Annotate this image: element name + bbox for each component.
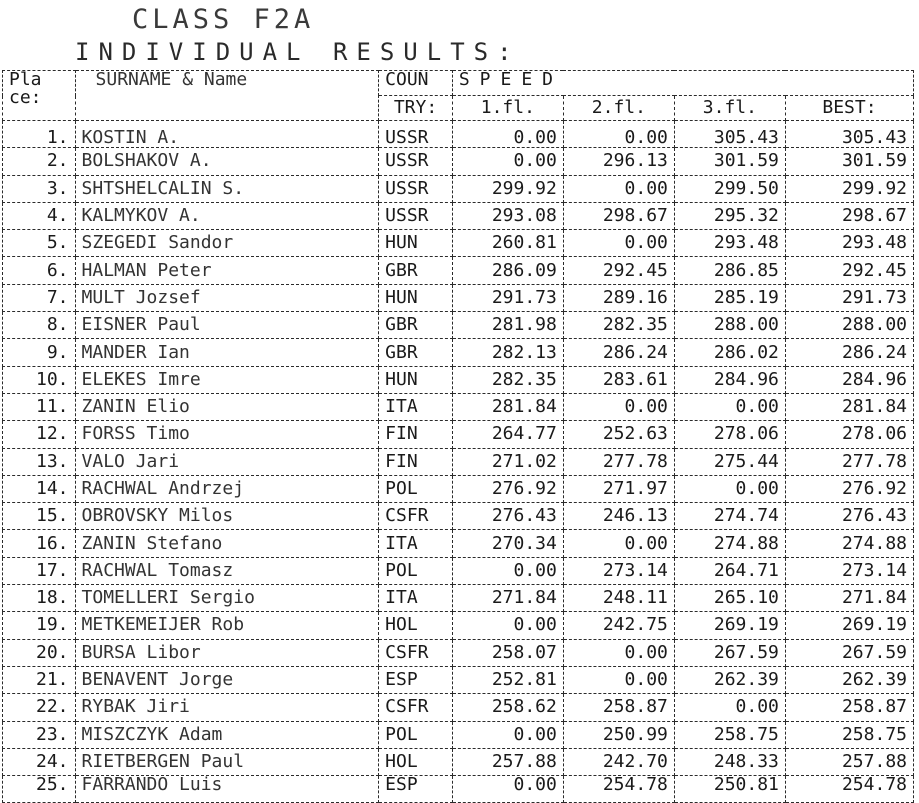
best-cell: 254.78: [785, 776, 913, 803]
flight-1-cell: 286.09: [452, 257, 563, 284]
name-cell: FORSS Timo: [75, 421, 379, 448]
flight-3-cell: 285.19: [674, 284, 785, 311]
country-cell: POL: [379, 721, 453, 748]
flight-2-cell: 0.00: [563, 666, 674, 693]
flight-2-cell: 292.45: [563, 257, 674, 284]
flight-1-cell: 281.98: [452, 312, 563, 339]
flight-3-cell: 250.81: [674, 776, 785, 803]
name-cell: MULT Jozsef: [75, 284, 379, 311]
flight-1-cell: 258.07: [452, 639, 563, 666]
country-cell: POL: [379, 475, 453, 502]
flight-3-cell: 286.02: [674, 339, 785, 366]
name-cell: BOLSHAKOV A.: [75, 148, 379, 175]
best-cell: 267.59: [785, 639, 913, 666]
best-cell: 288.00: [785, 312, 913, 339]
flight-3-cell: 286.85: [674, 257, 785, 284]
country-cell: ESP: [379, 776, 453, 803]
place-cell: 5.: [3, 230, 76, 257]
page-subtitle: INDIVIDUAL RESULTS:: [75, 38, 521, 66]
place-cell: 19.: [3, 612, 76, 639]
best-cell: 301.59: [785, 148, 913, 175]
flight-2-cell: 242.75: [563, 612, 674, 639]
best-cell: 291.73: [785, 284, 913, 311]
place-cell: 12.: [3, 421, 76, 448]
name-cell: BENAVENT Jorge: [75, 666, 379, 693]
table-row: [3, 366, 914, 393]
place-cell: 10.: [3, 366, 76, 393]
country-cell: GBR: [379, 312, 453, 339]
place-cell: 16.: [3, 530, 76, 557]
place-cell: 22.: [3, 694, 76, 721]
place-cell: 25.: [3, 776, 76, 803]
place-cell: 18.: [3, 585, 76, 612]
flight-2-cell: 258.87: [563, 694, 674, 721]
flight-3-cell: 299.50: [674, 175, 785, 202]
flight-2-cell: 248.11: [563, 585, 674, 612]
flight-1-cell: 270.34: [452, 530, 563, 557]
best-cell: 292.45: [785, 257, 913, 284]
flight-2-cell: 0.00: [563, 230, 674, 257]
flight-1-cell: 258.62: [452, 694, 563, 721]
name-cell: FARRANDO Luis: [75, 776, 379, 803]
flight-1-cell: 264.77: [452, 421, 563, 448]
header-best: BEST:: [785, 96, 913, 121]
name-cell: OBROVSKY Milos: [75, 503, 379, 530]
flight-3-cell: 295.32: [674, 202, 785, 229]
table-row: [3, 557, 914, 584]
flight-1-cell: 276.92: [452, 475, 563, 502]
best-cell: 277.78: [785, 448, 913, 475]
name-cell: RACHWAL Andrzej: [75, 475, 379, 502]
table-row: [3, 448, 914, 475]
best-cell: 276.92: [785, 475, 913, 502]
best-cell: 273.14: [785, 557, 913, 584]
flight-1-cell: 0.00: [452, 148, 563, 175]
flight-1-cell: 299.92: [452, 175, 563, 202]
flight-2-cell: 242.70: [563, 748, 674, 775]
flight-3-cell: 258.75: [674, 721, 785, 748]
place-cell: 14.: [3, 475, 76, 502]
country-cell: HOL: [379, 612, 453, 639]
name-cell: ZANIN Stefano: [75, 530, 379, 557]
best-cell: 286.24: [785, 339, 913, 366]
table-row: [3, 121, 914, 148]
header-place: Pla ce:: [3, 71, 76, 121]
flight-3-cell: 248.33: [674, 748, 785, 775]
table-row: [3, 585, 914, 612]
flight-1-cell: 0.00: [452, 776, 563, 803]
table-row: [3, 339, 914, 366]
name-cell: ZANIN Elio: [75, 393, 379, 420]
flight-3-cell: 288.00: [674, 312, 785, 339]
country-cell: HOL: [379, 748, 453, 775]
table-row: [3, 475, 914, 502]
flight-1-cell: 0.00: [452, 121, 563, 148]
name-cell: VALO Jari: [75, 448, 379, 475]
flight-1-cell: 0.00: [452, 721, 563, 748]
best-cell: 257.88: [785, 748, 913, 775]
place-cell: 2.: [3, 148, 76, 175]
table-row: [3, 148, 914, 175]
flight-2-cell: 0.00: [563, 121, 674, 148]
table-row: [3, 748, 914, 775]
flight-3-cell: 278.06: [674, 421, 785, 448]
flight-2-cell: 282.35: [563, 312, 674, 339]
name-cell: METKEMEIJER Rob: [75, 612, 379, 639]
flight-3-cell: 262.39: [674, 666, 785, 693]
flight-2-cell: 296.13: [563, 148, 674, 175]
flight-2-cell: 252.63: [563, 421, 674, 448]
place-cell: 8.: [3, 312, 76, 339]
place-cell: 24.: [3, 748, 76, 775]
country-cell: FIN: [379, 448, 453, 475]
best-cell: 271.84: [785, 585, 913, 612]
name-cell: ELEKES Imre: [75, 366, 379, 393]
country-cell: CSFR: [379, 639, 453, 666]
country-cell: GBR: [379, 339, 453, 366]
name-cell: MISZCZYK Adam: [75, 721, 379, 748]
header-flight-3: 3.fl.: [674, 96, 785, 121]
table-row: [3, 421, 914, 448]
flight-2-cell: 298.67: [563, 202, 674, 229]
header-country-bottom: TRY:: [379, 96, 453, 121]
country-cell: HUN: [379, 366, 453, 393]
flight-3-cell: 267.59: [674, 639, 785, 666]
place-cell: 11.: [3, 393, 76, 420]
name-cell: RACHWAL Tomasz: [75, 557, 379, 584]
flight-3-cell: 0.00: [674, 393, 785, 420]
flight-2-cell: 254.78: [563, 776, 674, 803]
table-header: [3, 71, 914, 121]
table-row: [3, 639, 914, 666]
country-cell: FIN: [379, 421, 453, 448]
flight-3-cell: 275.44: [674, 448, 785, 475]
flight-1-cell: 252.81: [452, 666, 563, 693]
header-flight-2: 2.fl.: [563, 96, 674, 121]
place-cell: 17.: [3, 557, 76, 584]
country-cell: HUN: [379, 284, 453, 311]
flight-3-cell: 293.48: [674, 230, 785, 257]
place-cell: 7.: [3, 284, 76, 311]
best-cell: 305.43: [785, 121, 913, 148]
header-speed: SPEED: [452, 71, 913, 96]
header-country-top: COUN: [379, 71, 453, 96]
flight-3-cell: 274.74: [674, 503, 785, 530]
name-cell: BURSA Libor: [75, 639, 379, 666]
flight-1-cell: 0.00: [452, 612, 563, 639]
name-cell: RYBAK Jiri: [75, 694, 379, 721]
header-flight-1: 1.fl.: [452, 96, 563, 121]
flight-3-cell: 0.00: [674, 694, 785, 721]
table-row: [3, 776, 914, 803]
country-cell: USSR: [379, 175, 453, 202]
table-row: [3, 612, 914, 639]
table-row: [3, 393, 914, 420]
flight-1-cell: 257.88: [452, 748, 563, 775]
table-row: [3, 230, 914, 257]
flight-1-cell: 271.02: [452, 448, 563, 475]
flight-1-cell: 260.81: [452, 230, 563, 257]
best-cell: 281.84: [785, 393, 913, 420]
best-cell: 274.88: [785, 530, 913, 557]
table-row: [3, 503, 914, 530]
table-row: [3, 666, 914, 693]
best-cell: 269.19: [785, 612, 913, 639]
table-row: [3, 202, 914, 229]
flight-3-cell: 274.88: [674, 530, 785, 557]
place-cell: 13.: [3, 448, 76, 475]
header-name: SURNAME & Name: [75, 71, 379, 121]
flight-1-cell: 291.73: [452, 284, 563, 311]
best-cell: 262.39: [785, 666, 913, 693]
flight-1-cell: 0.00: [452, 557, 563, 584]
flight-2-cell: 250.99: [563, 721, 674, 748]
country-cell: HUN: [379, 230, 453, 257]
country-cell: CSFR: [379, 694, 453, 721]
country-cell: ITA: [379, 585, 453, 612]
table-row: [3, 721, 914, 748]
name-cell: SHTSHELCALIN S.: [75, 175, 379, 202]
flight-2-cell: 0.00: [563, 393, 674, 420]
best-cell: 258.87: [785, 694, 913, 721]
place-cell: 21.: [3, 666, 76, 693]
flight-2-cell: 271.97: [563, 475, 674, 502]
flight-3-cell: 264.71: [674, 557, 785, 584]
place-cell: 6.: [3, 257, 76, 284]
flight-2-cell: 286.24: [563, 339, 674, 366]
flight-3-cell: 301.59: [674, 148, 785, 175]
place-cell: 3.: [3, 175, 76, 202]
best-cell: 299.92: [785, 175, 913, 202]
flight-1-cell: 281.84: [452, 393, 563, 420]
place-cell: 15.: [3, 503, 76, 530]
flight-1-cell: 282.35: [452, 366, 563, 393]
results-table: [2, 70, 914, 803]
country-cell: USSR: [379, 202, 453, 229]
flight-1-cell: 276.43: [452, 503, 563, 530]
name-cell: RIETBERGEN Paul: [75, 748, 379, 775]
best-cell: 276.43: [785, 503, 913, 530]
flight-2-cell: 273.14: [563, 557, 674, 584]
table-row: [3, 284, 914, 311]
place-cell: 4.: [3, 202, 76, 229]
table-row: [3, 312, 914, 339]
country-cell: USSR: [379, 148, 453, 175]
country-cell: POL: [379, 557, 453, 584]
flight-3-cell: 265.10: [674, 585, 785, 612]
page-title: CLASS F2A: [132, 4, 315, 35]
country-cell: ESP: [379, 666, 453, 693]
best-cell: 278.06: [785, 421, 913, 448]
name-cell: SZEGEDI Sandor: [75, 230, 379, 257]
name-cell: KOSTIN A.: [75, 121, 379, 148]
flight-2-cell: 246.13: [563, 503, 674, 530]
flight-2-cell: 0.00: [563, 175, 674, 202]
flight-1-cell: 293.08: [452, 202, 563, 229]
table-row: [3, 530, 914, 557]
country-cell: CSFR: [379, 503, 453, 530]
place-cell: 9.: [3, 339, 76, 366]
name-cell: HALMAN Peter: [75, 257, 379, 284]
best-cell: 258.75: [785, 721, 913, 748]
best-cell: 293.48: [785, 230, 913, 257]
country-cell: USSR: [379, 121, 453, 148]
table-row: [3, 257, 914, 284]
flight-3-cell: 305.43: [674, 121, 785, 148]
place-cell: 20.: [3, 639, 76, 666]
best-cell: 284.96: [785, 366, 913, 393]
country-cell: ITA: [379, 393, 453, 420]
flight-1-cell: 282.13: [452, 339, 563, 366]
flight-2-cell: 277.78: [563, 448, 674, 475]
flight-1-cell: 271.84: [452, 585, 563, 612]
flight-3-cell: 269.19: [674, 612, 785, 639]
name-cell: TOMELLERI Sergio: [75, 585, 379, 612]
country-cell: GBR: [379, 257, 453, 284]
results-body: [3, 121, 914, 803]
name-cell: KALMYKOV A.: [75, 202, 379, 229]
place-cell: 23.: [3, 721, 76, 748]
country-cell: ITA: [379, 530, 453, 557]
table-row: [3, 694, 914, 721]
best-cell: 298.67: [785, 202, 913, 229]
flight-2-cell: 289.16: [563, 284, 674, 311]
flight-3-cell: 0.00: [674, 475, 785, 502]
flight-2-cell: 283.61: [563, 366, 674, 393]
name-cell: EISNER Paul: [75, 312, 379, 339]
table-row: [3, 175, 914, 202]
flight-3-cell: 284.96: [674, 366, 785, 393]
name-cell: MANDER Ian: [75, 339, 379, 366]
flight-2-cell: 0.00: [563, 530, 674, 557]
flight-2-cell: 0.00: [563, 639, 674, 666]
place-cell: 1.: [3, 121, 76, 148]
